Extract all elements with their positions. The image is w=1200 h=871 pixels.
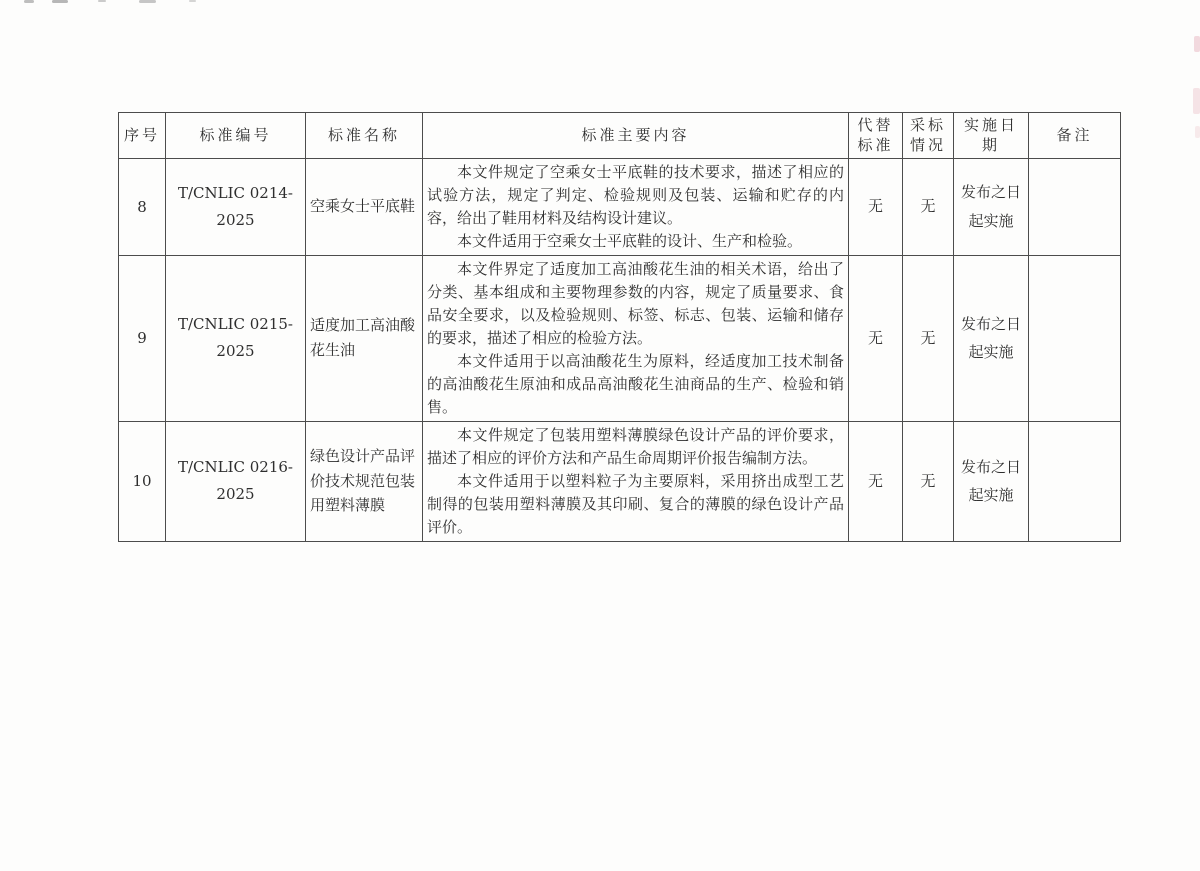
table-row bbox=[119, 421, 1121, 541]
cell-standard-name: 适度加工高油酸花生油 bbox=[306, 255, 423, 421]
cell-seq: 9 bbox=[119, 255, 166, 421]
scan-artifact bbox=[24, 0, 34, 3]
content-paragraph: 本文件规定了空乘女士平底鞋的技术要求，描述了相应的试验方法，规定了判定、检验规则及包装、运输和贮存的内容，给出了鞋用材料及结构设计建议。 bbox=[427, 162, 844, 227]
table-row bbox=[119, 255, 1121, 421]
cell-remarks bbox=[1029, 158, 1121, 255]
cell-main-content bbox=[423, 255, 849, 421]
cell-adoption-status: 无 bbox=[903, 255, 954, 421]
header-seq: 序号 bbox=[119, 113, 166, 159]
cell-seq: 8 bbox=[119, 158, 166, 255]
standards-table bbox=[118, 112, 1121, 542]
scan-artifact bbox=[139, 0, 156, 3]
cell-replaced-standard: 无 bbox=[849, 158, 903, 255]
content-paragraph: 本文件适用于以塑料粒子为主要原料，采用挤出成型工艺制得的包装用塑料薄膜及其印刷、复合的薄膜的绿色设计产品评价。 bbox=[427, 471, 844, 536]
cell-adoption-status: 无 bbox=[903, 421, 954, 541]
content-paragraph: 本文件规定了包装用塑料薄膜绿色设计产品的评价要求，描述了相应的评价方法和产品生命周期评价报告编制方法。 bbox=[427, 425, 844, 467]
cell-implementation-date: 发布之日起实施 bbox=[954, 158, 1029, 255]
cell-seq: 10 bbox=[119, 421, 166, 541]
header-implementation-date: 实施日期 bbox=[954, 113, 1029, 159]
content-paragraph: 本文件适用于空乘女士平底鞋的设计、生产和检验。 bbox=[457, 231, 803, 250]
cell-standard-no: T/CNLIC 0215-2025 bbox=[166, 255, 306, 421]
cell-standard-no: T/CNLIC 0216-2025 bbox=[166, 421, 306, 541]
table-row bbox=[119, 158, 1121, 255]
cell-main-content bbox=[423, 421, 849, 541]
cell-standard-no: T/CNLIC 0214-2025 bbox=[166, 158, 306, 255]
content-paragraph: 本文件界定了适度加工高油酸花生油的相关术语，给出了分类、基本组成和主要物理参数的内容，规定了质量要求、食品安全要求，以及检验规则、标签、标志、包装、运输和储存的要求，描述了相应的检验方法。 bbox=[427, 259, 844, 347]
scan-artifact bbox=[98, 0, 106, 2]
header-main-content: 标准主要内容 bbox=[423, 113, 849, 159]
header-remarks: 备注 bbox=[1029, 113, 1121, 159]
cell-adoption-status: 无 bbox=[903, 158, 954, 255]
content-paragraph: 本文件适用于以高油酸花生为原料，经适度加工技术制备的高油酸花生原油和成品高油酸花生油商品的生产、检验和销售。 bbox=[427, 351, 844, 416]
scan-artifact bbox=[52, 0, 68, 3]
scan-artifact bbox=[1194, 36, 1200, 52]
cell-remarks bbox=[1029, 255, 1121, 421]
cell-standard-name: 空乘女士平底鞋 bbox=[306, 158, 423, 255]
header-replaced-standard: 代替标准 bbox=[849, 113, 903, 159]
table-header-row bbox=[119, 113, 1121, 159]
cell-standard-name: 绿色设计产品评价技术规范包装用塑料薄膜 bbox=[306, 421, 423, 541]
cell-main-content bbox=[423, 158, 849, 255]
cell-replaced-standard: 无 bbox=[849, 255, 903, 421]
cell-implementation-date: 发布之日起实施 bbox=[954, 421, 1029, 541]
cell-remarks bbox=[1029, 421, 1121, 541]
header-adoption-status: 采标情况 bbox=[903, 113, 954, 159]
header-standard-name: 标准名称 bbox=[306, 113, 423, 159]
header-standard-no: 标准编号 bbox=[166, 113, 306, 159]
cell-replaced-standard: 无 bbox=[849, 421, 903, 541]
scan-artifact bbox=[1195, 126, 1200, 138]
cell-implementation-date: 发布之日起实施 bbox=[954, 255, 1029, 421]
scan-artifact bbox=[1193, 88, 1200, 114]
scan-artifact bbox=[189, 0, 196, 2]
